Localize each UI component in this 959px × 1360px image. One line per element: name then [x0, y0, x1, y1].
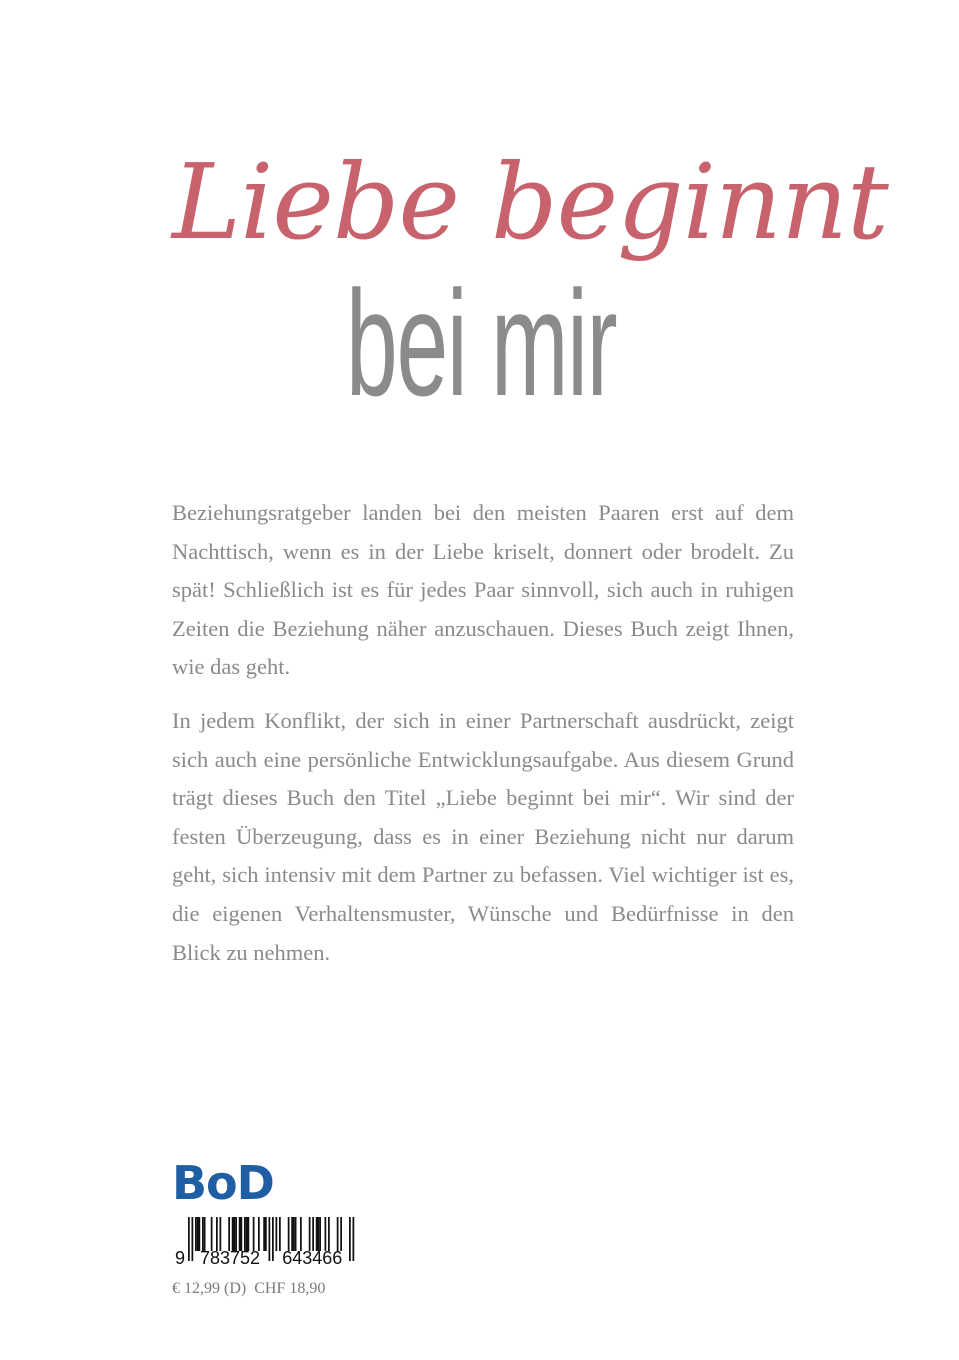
blurb-paragraph-1: Beziehungsratgeber landen bei den meisten Paaren erst auf dem Nachttisch, wenn es in der Liebe kriselt, donnert oder brodelt. Zu spät! Schließlich ist es für jedes Paar sinnvoll, sich auch in ruhigen Zeiten die Beziehung näher anzuschauen. Dieses Buch zeigt Ihnen, wie das geht. — [172, 500, 794, 680]
barcode-bar — [272, 1217, 274, 1261]
barcode-bar — [337, 1217, 339, 1251]
barcode-bar — [291, 1217, 293, 1251]
barcode-bar — [265, 1217, 267, 1251]
barcode-graphic — [172, 1217, 357, 1269]
barcode-bar — [319, 1217, 321, 1251]
barcode-digits: 9 — [174, 1248, 186, 1268]
back-cover-blurb — [172, 494, 794, 987]
barcode-bar — [269, 1217, 271, 1261]
barcode-bar — [216, 1217, 218, 1251]
barcode-bar — [248, 1217, 250, 1251]
barcode-bar — [328, 1217, 330, 1251]
barcode-bar — [295, 1217, 297, 1251]
barcode-bar — [234, 1217, 236, 1251]
barcode-bar — [197, 1217, 199, 1251]
barcode-digits: 643466 — [282, 1248, 343, 1268]
barcode-digits: 783752 — [199, 1248, 261, 1268]
barcode-bar — [246, 1217, 248, 1251]
barcode-bar — [353, 1217, 355, 1261]
barcode-bar — [235, 1217, 237, 1251]
barcode-bar — [202, 1217, 204, 1251]
barcode-bar — [188, 1217, 190, 1261]
barcode-bar — [211, 1217, 213, 1251]
barcode-bar — [239, 1217, 241, 1251]
barcode-bar — [276, 1217, 278, 1251]
book-title: Liebe beginnt — [172, 141, 888, 263]
barcode-bar — [220, 1217, 222, 1251]
barcode-bar — [349, 1217, 351, 1261]
publisher-logo: BoD — [172, 1156, 274, 1210]
barcode-bar — [318, 1217, 320, 1251]
barcode-bar — [325, 1217, 327, 1251]
barcode-bar — [293, 1217, 295, 1251]
price-label: € 12,99 (D) CHF 18,90 — [172, 1280, 326, 1297]
barcode-bar — [241, 1217, 243, 1251]
barcode-bar — [263, 1217, 265, 1251]
barcode-bar — [316, 1217, 318, 1251]
barcode-bar — [192, 1217, 194, 1261]
barcode-bar — [258, 1217, 260, 1251]
barcode-bar — [309, 1217, 311, 1251]
barcode-bar — [340, 1217, 342, 1251]
barcode-bar — [300, 1217, 302, 1251]
blurb-paragraph-2: In jedem Konflikt, der sich in einer Partnerschaft ausdrückt, zeigt sich auch eine persönliche Entwicklungsaufgabe. Aus diesem Grund trägt dieses Buch den Titel „Liebe beginnt bei mir“. Wir sind der festen Überzeugung, dass es in einer Beziehung nicht nur darum geht, sich intensiv mit dem Partner zu befassen. Viel wichtiger ist es, die eigenen Verhaltensmuster, Wünsche und Bedürfnisse in den Blick zu nehmen. — [172, 707, 794, 965]
isbn-barcode — [172, 1217, 357, 1269]
barcode-bar — [312, 1217, 314, 1251]
barcode-bar — [204, 1217, 206, 1251]
barcode-bar — [195, 1217, 197, 1251]
barcode-bar — [244, 1217, 246, 1251]
barcode-bar — [288, 1217, 290, 1251]
barcode-bar — [228, 1217, 230, 1251]
barcode-bar — [232, 1217, 234, 1251]
barcode-bar — [279, 1217, 281, 1251]
barcode-bar — [253, 1217, 255, 1251]
barcode-bar — [199, 1217, 201, 1251]
book-subtitle: bei mir — [346, 259, 617, 427]
